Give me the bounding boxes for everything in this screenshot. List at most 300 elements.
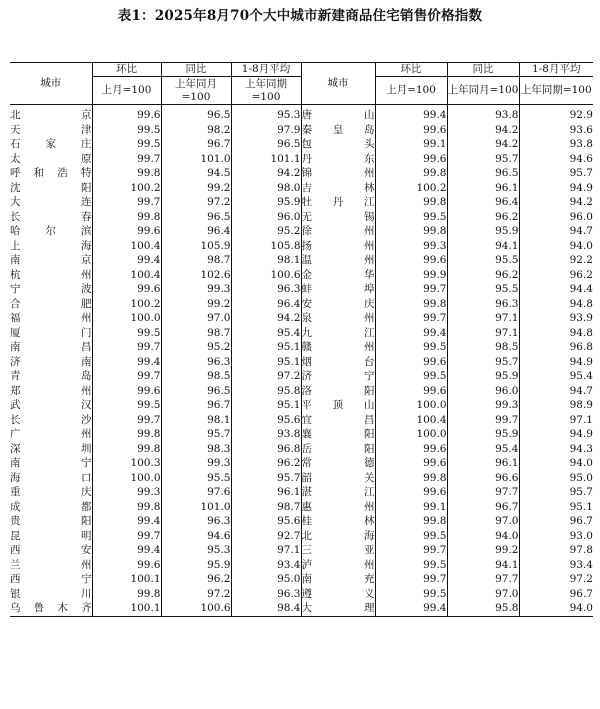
yoy-cell-right: 97.7 <box>447 572 519 587</box>
yoy-cell-left: 98.3 <box>161 442 231 457</box>
city-cell-right: 锦州 <box>301 167 375 179</box>
yoy-cell-right: 97.1 <box>447 326 519 341</box>
yoy-cell-left: 102.6 <box>161 268 231 283</box>
mom-cell-left: 99.6 <box>92 282 161 297</box>
yoy-cell-left: 96.7 <box>161 398 231 413</box>
table-row <box>10 500 593 515</box>
mom-cell-left: 99.6 <box>92 224 161 239</box>
mom-cell-right: 99.6 <box>375 442 447 457</box>
table-row <box>10 558 593 573</box>
city-cell-left: 海口 <box>10 471 92 484</box>
yoy-cell-right: 95.7 <box>447 355 519 370</box>
table-row <box>10 137 593 152</box>
avg-cell-left: 96.5 <box>231 137 301 152</box>
table-row <box>10 485 593 500</box>
mom-cell-left: 99.8 <box>92 500 161 515</box>
yoy-base-right-text: 上年同月=100 <box>447 84 519 96</box>
yoy-cell-right: 94.2 <box>447 123 519 138</box>
avg-cell-right: 94.9 <box>569 428 593 440</box>
table-row <box>10 297 593 312</box>
table-row <box>10 369 593 384</box>
avg-cell-left: 94.2 <box>231 311 301 326</box>
mom-header-left: 环比 <box>92 63 161 77</box>
yoy-header-right: 同比 <box>447 63 519 77</box>
mom-cell-right: 99.5 <box>375 587 447 602</box>
avg-cell-left: 98.4 <box>231 601 301 616</box>
avg-cell-right: 93.9 <box>569 312 593 324</box>
yoy-cell-left: 96.5 <box>161 384 231 399</box>
mom-cell-right: 100.2 <box>375 181 447 196</box>
avg-cell-left: 95.4 <box>231 326 301 341</box>
table-row <box>10 543 593 558</box>
table-row <box>10 326 593 341</box>
yoy-cell-left: 96.5 <box>161 105 231 123</box>
yoy-cell-left: 99.2 <box>161 181 231 196</box>
mom-cell-left: 99.6 <box>92 558 161 573</box>
mom-cell-left: 100.4 <box>92 268 161 283</box>
avg-cell-right: 94.0 <box>569 239 593 252</box>
avg-cell-left: 96.3 <box>231 282 301 297</box>
mom-cell-right: 100.0 <box>375 427 447 442</box>
city-cell-left: 南京 <box>10 254 92 266</box>
avg-cell-left: 98.7 <box>231 500 301 515</box>
table-row <box>10 456 593 471</box>
table-row <box>10 529 593 544</box>
mom-cell-right: 99.5 <box>375 529 447 544</box>
avg-base-right-text: 上年同期=100 <box>520 84 592 96</box>
city-cell-left: 西宁 <box>10 573 92 585</box>
yoy-cell-left: 94.5 <box>161 166 231 181</box>
city-cell-left: 合肥 <box>10 297 92 310</box>
avg-cell-left: 98.0 <box>231 181 301 196</box>
mom-cell-right: 99.6 <box>375 485 447 500</box>
city-cell-left: 昆明 <box>10 529 92 542</box>
table-row <box>10 601 593 616</box>
avg-cell-right: 97.1 <box>569 413 593 426</box>
avg-base-left <box>231 77 301 105</box>
city-cell-left: 郑州 <box>10 384 92 397</box>
city-cell-left: 银川 <box>10 587 92 600</box>
mom-cell-right: 99.9 <box>375 268 447 283</box>
mom-cell-right: 99.4 <box>375 105 447 123</box>
table-row <box>10 268 593 283</box>
mom-cell-left: 99.7 <box>92 369 161 384</box>
city-cell-left: 南昌 <box>10 341 92 353</box>
city-cell-right: 赣州 <box>301 341 375 353</box>
city-cell-left: 福州 <box>10 312 92 324</box>
table-row <box>10 355 593 370</box>
avg-cell-left: 95.1 <box>231 398 301 413</box>
mom-cell-right: 99.8 <box>375 297 447 312</box>
yoy-cell-left: 95.3 <box>161 543 231 558</box>
yoy-cell-left: 95.9 <box>161 558 231 573</box>
mom-cell-left: 100.0 <box>92 471 161 486</box>
mom-cell-left: 99.8 <box>92 210 161 225</box>
table-row <box>10 398 593 413</box>
yoy-cell-right: 94.0 <box>447 529 519 544</box>
avg-cell-left: 95.8 <box>231 384 301 399</box>
yoy-cell-right: 95.9 <box>447 369 519 384</box>
city-cell-right: 平顶山 <box>301 399 375 411</box>
avg-cell-left: 96.1 <box>231 485 301 500</box>
avg-cell-right: 95.7 <box>569 486 593 498</box>
avg-cell-right: 96.0 <box>569 210 593 223</box>
mom-base-right: 上月=100 <box>375 77 447 105</box>
mom-cell-right: 99.8 <box>375 166 447 181</box>
yoy-cell-right: 95.5 <box>447 282 519 297</box>
table-row <box>10 181 593 196</box>
city-cell-left: 北京 <box>10 105 92 123</box>
city-cell-left: 南宁 <box>10 457 92 469</box>
city-cell-right: 桂林 <box>301 515 375 527</box>
mom-base-left: 上月=100 <box>92 77 161 105</box>
yoy-base-right <box>447 77 519 105</box>
mom-cell-right: 99.5 <box>375 210 447 225</box>
avg-cell-left: 97.9 <box>231 123 301 138</box>
mom-cell-right: 99.1 <box>375 137 447 152</box>
yoy-cell-right: 99.2 <box>447 543 519 558</box>
mom-cell-left: 99.7 <box>92 340 161 355</box>
mom-cell-right: 99.7 <box>375 311 447 326</box>
table-row <box>10 384 593 399</box>
avg-cell-left: 97.1 <box>231 543 301 558</box>
avg-cell-right: 96.8 <box>569 341 593 353</box>
price-index-table <box>10 62 593 617</box>
mom-cell-left: 99.5 <box>92 123 161 138</box>
avg-cell-left: 96.2 <box>231 456 301 471</box>
city-cell-left: 重庆 <box>10 486 92 498</box>
city-header-left: 城市 <box>10 63 92 105</box>
avg-cell-left: 95.1 <box>231 340 301 355</box>
mom-cell-right: 99.7 <box>375 572 447 587</box>
city-cell-right: 洛阳 <box>301 384 375 397</box>
city-cell-right: 泉州 <box>301 312 375 324</box>
avg-cell-right: 96.7 <box>569 587 593 600</box>
yoy-cell-left: 97.2 <box>161 195 231 210</box>
mom-cell-left: 99.8 <box>92 587 161 602</box>
mom-cell-right: 99.5 <box>375 340 447 355</box>
avg-cell-left: 96.3 <box>231 587 301 602</box>
table-row <box>10 340 593 355</box>
city-cell-right: 三亚 <box>301 544 375 556</box>
city-cell-left: 宁波 <box>10 283 92 295</box>
yoy-cell-right: 96.3 <box>447 297 519 312</box>
city-cell-right: 湛江 <box>301 486 375 498</box>
mom-cell-left: 99.8 <box>92 442 161 457</box>
yoy-cell-right: 95.9 <box>447 427 519 442</box>
yoy-cell-right: 95.9 <box>447 224 519 239</box>
yoy-cell-right: 94.2 <box>447 137 519 152</box>
yoy-base-left-text: 上年同月=100 <box>175 77 217 103</box>
mom-cell-left: 99.4 <box>92 355 161 370</box>
mom-cell-left: 99.8 <box>92 427 161 442</box>
yoy-cell-right: 96.4 <box>447 195 519 210</box>
city-cell-right: 九江 <box>301 326 375 339</box>
avg-cell-right: 94.6 <box>569 152 593 165</box>
mom-cell-right: 100.4 <box>375 413 447 428</box>
mom-cell-left: 99.7 <box>92 152 161 167</box>
yoy-cell-left: 98.2 <box>161 123 231 138</box>
yoy-cell-left: 95.7 <box>161 427 231 442</box>
mom-cell-left: 100.1 <box>92 601 161 616</box>
city-cell-right: 无锡 <box>301 210 375 223</box>
avg-cell-right: 92.2 <box>569 254 593 266</box>
avg-cell-right: 96.7 <box>569 515 593 527</box>
mom-cell-right: 99.7 <box>375 282 447 297</box>
city-cell-right: 徐州 <box>301 225 375 237</box>
mom-cell-left: 100.4 <box>92 239 161 254</box>
mom-cell-left: 99.7 <box>92 195 161 210</box>
city-cell-right: 扬州 <box>301 239 375 252</box>
city-cell-left: 成都 <box>10 500 92 513</box>
avg-cell-right: 93.4 <box>569 558 593 571</box>
yoy-cell-left: 97.0 <box>161 311 231 326</box>
yoy-cell-left: 99.3 <box>161 456 231 471</box>
mom-cell-left: 99.4 <box>92 543 161 558</box>
mom-cell-right: 99.6 <box>375 355 447 370</box>
city-header-right: 城市 <box>301 63 375 105</box>
yoy-cell-left: 96.7 <box>161 137 231 152</box>
yoy-cell-right: 97.0 <box>447 514 519 529</box>
city-cell-left: 贵阳 <box>10 515 92 527</box>
city-cell-left: 兰州 <box>10 558 92 571</box>
mom-cell-left: 100.2 <box>92 181 161 196</box>
avg-cell-left: 93.4 <box>231 558 301 573</box>
yoy-cell-right: 96.1 <box>447 181 519 196</box>
table-row <box>10 514 593 529</box>
mom-cell-right: 99.8 <box>375 195 447 210</box>
avg-cell-right: 96.2 <box>569 268 593 281</box>
yoy-cell-right: 97.1 <box>447 311 519 326</box>
avg-cell-right: 94.0 <box>519 601 593 616</box>
mom-cell-left: 99.5 <box>92 326 161 341</box>
yoy-cell-left: 94.6 <box>161 529 231 544</box>
city-cell-right: 牡丹江 <box>301 196 375 208</box>
mom-cell-right: 99.6 <box>375 123 447 138</box>
avg-cell-right: 98.9 <box>569 399 593 411</box>
yoy-cell-right: 96.1 <box>447 456 519 471</box>
avg-cell-right: 93.8 <box>569 138 593 150</box>
yoy-cell-right: 94.1 <box>447 239 519 254</box>
avg-base-right <box>519 77 593 105</box>
city-cell-right: 韶关 <box>301 471 375 484</box>
yoy-cell-right: 95.8 <box>447 601 519 616</box>
mom-cell-left: 99.3 <box>92 485 161 500</box>
avg-cell-right: 95.0 <box>569 471 593 484</box>
city-cell-left: 天津 <box>10 123 92 136</box>
table-row <box>10 427 593 442</box>
avg-cell-right: 94.7 <box>569 384 593 397</box>
yoy-cell-left: 100.6 <box>161 601 231 616</box>
mom-cell-left: 100.1 <box>92 572 161 587</box>
table-row <box>10 253 593 268</box>
avg-cell-left: 95.3 <box>231 105 301 123</box>
yoy-cell-left: 97.6 <box>161 485 231 500</box>
mom-cell-right: 99.6 <box>375 384 447 399</box>
avg-cell-right: 94.0 <box>569 457 593 469</box>
table-row <box>10 587 593 602</box>
avg-cell-left: 96.8 <box>231 442 301 457</box>
avg-cell-right: 94.4 <box>569 283 593 295</box>
mom-cell-left: 99.4 <box>92 253 161 268</box>
mom-cell-right: 99.5 <box>375 558 447 573</box>
yoy-cell-left: 99.3 <box>161 282 231 297</box>
yoy-cell-left: 95.2 <box>161 340 231 355</box>
mom-cell-left: 99.6 <box>92 105 161 123</box>
avg-cell-left: 96.0 <box>231 210 301 225</box>
avg-cell-left: 105.8 <box>231 239 301 254</box>
mom-cell-right: 99.4 <box>375 326 447 341</box>
mom-cell-right: 99.8 <box>375 514 447 529</box>
mom-cell-left: 99.6 <box>92 384 161 399</box>
mom-cell-right: 99.7 <box>375 543 447 558</box>
table-title: 表1：2025年8月70个大中城市新建商品住宅销售价格指数 <box>117 8 483 24</box>
yoy-cell-left: 96.3 <box>161 514 231 529</box>
yoy-cell-right: 95.7 <box>447 152 519 167</box>
city-cell-right: 济宁 <box>301 370 375 382</box>
yoy-cell-right: 99.7 <box>447 413 519 428</box>
city-cell-left: 呼和浩特 <box>10 167 92 179</box>
avg-cell-left: 95.6 <box>231 514 301 529</box>
mom-cell-left: 99.5 <box>92 398 161 413</box>
table-row <box>10 152 593 167</box>
table-row <box>10 471 593 486</box>
city-cell-left: 济南 <box>10 355 92 368</box>
yoy-cell-left: 98.7 <box>161 326 231 341</box>
city-cell-left: 石家庄 <box>10 138 92 150</box>
yoy-header-left: 同比 <box>161 63 231 77</box>
table-row <box>10 239 593 254</box>
mom-cell-left: 100.2 <box>92 297 161 312</box>
avg-cell-right: 93.0 <box>569 529 593 542</box>
table-row <box>10 224 593 239</box>
avg-cell-left: 100.6 <box>231 268 301 283</box>
avg-cell-right: 95.7 <box>569 167 593 179</box>
table-row <box>10 210 593 225</box>
yoy-cell-right: 96.6 <box>447 471 519 486</box>
avg-cell-right: 95.4 <box>569 370 593 382</box>
mom-cell-left: 100.0 <box>92 311 161 326</box>
avg-cell-left: 93.8 <box>231 427 301 442</box>
avg-cell-left: 95.6 <box>231 413 301 428</box>
city-cell-right: 蚌埠 <box>301 283 375 295</box>
avg-cell-left: 92.7 <box>231 529 301 544</box>
mom-cell-left: 99.7 <box>92 529 161 544</box>
avg-cell-right: 94.9 <box>569 181 593 194</box>
avg-header-left: 1-8月平均 <box>231 63 301 77</box>
yoy-cell-right: 96.2 <box>447 268 519 283</box>
mom-cell-right: 99.1 <box>375 500 447 515</box>
yoy-cell-right: 97.7 <box>447 485 519 500</box>
city-cell-right: 安庆 <box>301 297 375 310</box>
city-cell-left: 厦门 <box>10 326 92 339</box>
yoy-cell-left: 96.2 <box>161 572 231 587</box>
avg-cell-right: 94.8 <box>569 326 593 339</box>
mom-cell-right: 99.6 <box>375 152 447 167</box>
yoy-cell-right: 96.7 <box>447 500 519 515</box>
avg-cell-right: 94.2 <box>569 196 593 208</box>
table-row <box>10 282 593 297</box>
avg-cell-right: 97.2 <box>569 573 593 585</box>
table-row <box>10 413 593 428</box>
city-cell-right: 温州 <box>301 254 375 266</box>
mom-cell-right: 99.3 <box>375 239 447 254</box>
city-cell-left: 乌鲁木齐 <box>10 602 92 614</box>
mom-header-right: 环比 <box>375 63 447 77</box>
avg-cell-right: 93.6 <box>569 123 593 136</box>
city-cell-right: 岳阳 <box>301 442 375 455</box>
city-cell-right: 丹东 <box>301 152 375 165</box>
yoy-cell-left: 96.4 <box>161 224 231 239</box>
mom-cell-left: 99.4 <box>92 514 161 529</box>
table-row <box>10 105 593 123</box>
city-cell-right: 宜昌 <box>301 413 375 426</box>
yoy-cell-left: 96.3 <box>161 355 231 370</box>
avg-cell-left: 95.7 <box>231 471 301 486</box>
city-cell-right: 唐山 <box>301 105 375 123</box>
yoy-cell-left: 95.5 <box>161 471 231 486</box>
avg-cell-right: 94.8 <box>569 297 593 310</box>
yoy-cell-right: 93.8 <box>447 105 519 123</box>
avg-cell-left: 97.2 <box>231 369 301 384</box>
yoy-cell-left: 101.0 <box>161 152 231 167</box>
yoy-cell-right: 96.0 <box>447 384 519 399</box>
city-cell-right: 烟台 <box>301 355 375 368</box>
city-cell-right: 秦皇岛 <box>301 123 375 136</box>
avg-cell-left: 95.9 <box>231 195 301 210</box>
city-cell-left: 沈阳 <box>10 181 92 194</box>
avg-cell-right: 94.3 <box>569 442 593 455</box>
yoy-cell-right: 96.2 <box>447 210 519 225</box>
yoy-cell-right: 97.0 <box>447 587 519 602</box>
city-cell-right: 常德 <box>301 457 375 469</box>
avg-cell-right: 97.8 <box>569 544 593 556</box>
yoy-cell-left: 105.9 <box>161 239 231 254</box>
city-cell-left: 西安 <box>10 544 92 556</box>
city-cell-left: 杭州 <box>10 268 92 281</box>
yoy-cell-left: 101.0 <box>161 500 231 515</box>
city-cell-left: 武汉 <box>10 399 92 411</box>
yoy-cell-right: 94.1 <box>447 558 519 573</box>
city-cell-right: 惠州 <box>301 500 375 513</box>
city-cell-right: 北海 <box>301 529 375 542</box>
mom-cell-right: 99.6 <box>375 253 447 268</box>
avg-cell-right: 92.9 <box>569 109 593 121</box>
yoy-cell-left: 99.2 <box>161 297 231 312</box>
table-row <box>10 442 593 457</box>
mom-cell-right: 99.6 <box>375 456 447 471</box>
city-cell-left: 太原 <box>10 152 92 165</box>
mom-cell-left: 99.8 <box>92 166 161 181</box>
mom-cell-left: 99.5 <box>92 137 161 152</box>
avg-cell-left: 95.1 <box>231 355 301 370</box>
city-cell-right: 遵义 <box>301 587 375 600</box>
avg-cell-left: 95.0 <box>231 572 301 587</box>
table-row <box>10 123 593 138</box>
mom-cell-right: 100.0 <box>375 398 447 413</box>
city-cell-left: 上海 <box>10 239 92 252</box>
yoy-cell-right: 95.5 <box>447 253 519 268</box>
city-cell-left: 长春 <box>10 210 92 223</box>
table-row <box>10 311 593 326</box>
city-cell-right: 吉林 <box>301 181 375 194</box>
yoy-cell-left: 98.7 <box>161 253 231 268</box>
avg-header-right: 1-8月平均 <box>519 63 593 77</box>
city-cell-left: 深圳 <box>10 442 92 455</box>
yoy-cell-left: 96.5 <box>161 210 231 225</box>
city-cell-left: 长沙 <box>10 413 92 426</box>
avg-cell-left: 94.2 <box>231 166 301 181</box>
